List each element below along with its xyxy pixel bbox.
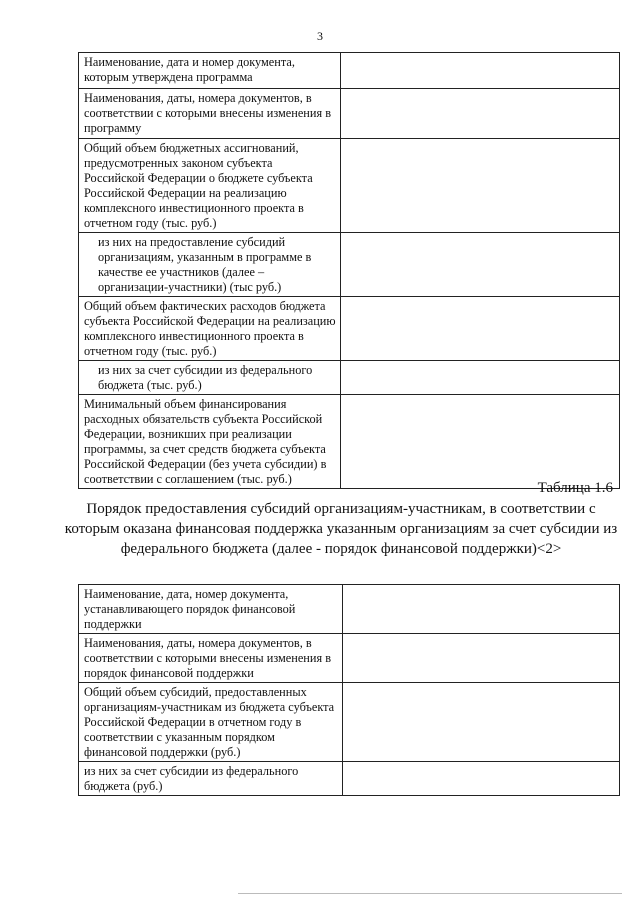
table-row <box>79 395 620 489</box>
row-value-cell[interactable] <box>341 53 620 89</box>
row-value-cell[interactable] <box>343 762 620 796</box>
row-label: Наименования, даты, номера документов, в соответствии с которыми внесены изменения в порядок финансовой поддержки <box>79 634 343 683</box>
page-number: 3 <box>317 29 323 43</box>
row-label: из них за счет субсидии из федерального бюджета (руб.) <box>79 762 343 796</box>
table-row <box>79 233 620 297</box>
row-value-cell[interactable] <box>343 683 620 762</box>
row-value-cell[interactable] <box>343 634 620 683</box>
page-bottom-rule <box>238 893 622 894</box>
row-label: Общий объем бюджетных ассигнований, предусмотренных законом субъекта Российской Федерации о бюджете субъекта Российской Федерации на реализацию комплексного инвестиционного проекта в отчетном году (тыс. руб.) <box>79 139 341 233</box>
table-row <box>79 683 620 762</box>
table-row <box>79 139 620 233</box>
table-row <box>79 634 620 683</box>
row-label: Наименование, дата и номер документа, которым утверждена программа <box>79 53 341 89</box>
row-label: Наименования, даты, номера документов, в соответствии с которыми внесены изменения в программу <box>79 89 341 139</box>
row-value-cell[interactable] <box>341 233 620 297</box>
table-row <box>79 53 620 89</box>
table-row <box>79 762 620 796</box>
report-table-program <box>78 52 620 489</box>
table-row <box>79 89 620 139</box>
table-row <box>79 297 620 361</box>
row-label: Общий объем фактических расходов бюджета субъекта Российской Федерации на реализацию комплексного инвестиционного проекта в отчетном году (тыс. руб.) <box>79 297 341 361</box>
table-row <box>79 585 620 634</box>
table-row <box>79 361 620 395</box>
row-label: Минимальный объем финансирования расходных обязательств субъекта Российской Федерации, возникших при реализации программы, за счет средств бюджета субъекта Российской Федерации (без учета субсидии) в соответствии с соглашением (тыс. руб.) <box>79 395 341 489</box>
row-value-cell[interactable] <box>343 585 620 634</box>
report-table-subsidy-procedure <box>78 584 620 796</box>
row-value-cell[interactable] <box>341 139 620 233</box>
row-value-cell[interactable] <box>341 89 620 139</box>
row-value-cell[interactable] <box>341 297 620 361</box>
row-value-cell[interactable] <box>341 395 620 489</box>
row-label: Наименование, дата, номер документа, устанавливающего порядок финансовой поддержки <box>79 585 343 634</box>
row-label: из них на предоставление субсидий организациям, указанным в программе в качестве ее участников (далее – организации-участники) (тыс руб.) <box>79 233 341 297</box>
table-number: Таблица 1.6 <box>537 480 613 496</box>
table-title: Порядок предоставления субсидий организациям-участникам, в соответствии с которым оказана финансовая поддержка указанным организациям за счет субсидии из федерального бюджета (далее - порядок финансовой поддержки)<2> <box>64 501 618 557</box>
row-value-cell[interactable] <box>341 361 620 395</box>
row-label: Общий объем субсидий, предоставленных организациям-участникам из бюджета субъекта Российской Федерации в отчетном году в соответствии с указанным порядком финансовой поддержки (руб.) <box>79 683 343 762</box>
row-label: из них за счет субсидии из федерального бюджета (тыс. руб.) <box>79 361 341 395</box>
